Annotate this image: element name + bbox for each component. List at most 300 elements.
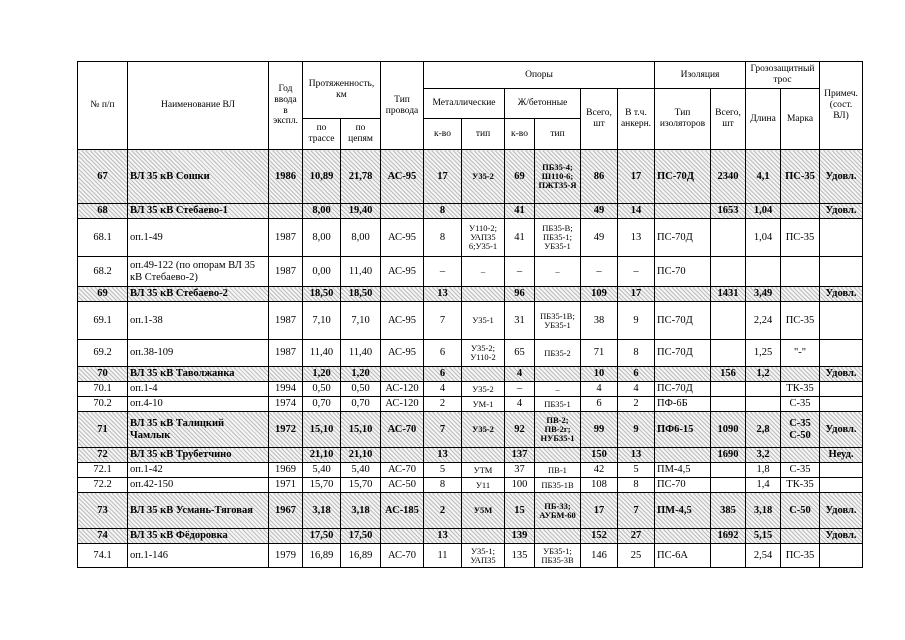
table-cell [820,340,863,367]
table-cell: 69.1 [78,302,128,340]
table-row [78,493,863,529]
table-cell [820,219,863,257]
table-cell [820,257,863,287]
table-cell: 14 [618,204,655,219]
table-cell: 4 [505,367,535,382]
table-cell: 4,1 [746,150,781,204]
header-metal: Металлические [424,89,505,119]
table-cell: 71 [581,340,618,367]
table-cell: С-35 [781,397,820,412]
table-cell [381,448,424,463]
table-cell [269,204,303,219]
table-cell: С-35 С-50 [781,412,820,448]
table-cell: 7 [424,412,462,448]
table-cell: 92 [505,412,535,448]
table-cell [655,287,711,302]
table-cell [535,287,581,302]
table-cell: 109 [581,287,618,302]
table-cell: 0,50 [341,382,381,397]
table-cell: 108 [581,478,618,493]
table-cell: 69 [78,287,128,302]
table-cell: 1653 [711,204,746,219]
table-cell: 7 [424,302,462,340]
table-cell: ПС-70 [655,478,711,493]
table-cell: 4 [581,382,618,397]
table-cell: 15,10 [341,412,381,448]
table-cell: 6 [581,397,618,412]
table-cell: Удовл. [820,287,863,302]
table-cell: 65 [505,340,535,367]
table-cell [535,448,581,463]
table-cell: У35-2 [462,412,505,448]
table-cell: 15,70 [303,478,341,493]
table-cell: У11 [462,478,505,493]
table-cell [462,529,505,544]
table-cell: 135 [505,544,535,568]
table-cell: 1692 [711,529,746,544]
table-cell: С-35 [781,463,820,478]
table-cell: ПС-35 [781,219,820,257]
table-cell: 1969 [269,463,303,478]
table-cell: 49 [581,204,618,219]
table-cell: АС-50 [381,478,424,493]
table-cell: 5 [618,463,655,478]
table-cell: ПБ35-1В; УБ35-1 [535,302,581,340]
table-cell: 71 [78,412,128,448]
table-cell: 67 [78,150,128,204]
table-cell: оп.4-10 [128,397,269,412]
table-cell: АС-70 [381,544,424,568]
table-cell: 15,10 [303,412,341,448]
table-cell: 7,10 [341,302,381,340]
table-cell: У35-2; У110-2 [462,340,505,367]
table-cell: 74 [78,529,128,544]
table-cell: оп.1-4 [128,382,269,397]
table-cell: 9 [618,412,655,448]
table-cell: 15,70 [341,478,381,493]
table-cell: АС-120 [381,382,424,397]
table-cell: 11,40 [303,340,341,367]
table-cell: 25 [618,544,655,568]
table-cell: У35-1; УАП35 [462,544,505,568]
table-cell [746,382,781,397]
table-cell: АС-95 [381,257,424,287]
table-cell: Удовл. [820,150,863,204]
table-cell: 8 [424,204,462,219]
table-cell: 5,15 [746,529,781,544]
table-cell [820,463,863,478]
table-row [78,204,863,219]
header-insulation: Изоляция [655,62,746,89]
table-cell: ПС-35 [781,150,820,204]
table-cell [820,478,863,493]
table-cell: ПС-35 [781,302,820,340]
table-cell [462,204,505,219]
table-cell: ПБ-33; АУБМ-60 [535,493,581,529]
table-cell: ПС-35 [781,544,820,568]
table-cell: 1431 [711,287,746,302]
table-cell: 99 [581,412,618,448]
table-row [78,302,863,340]
table-cell: ВЛ 35 кВ Трубетчино [128,448,269,463]
table-cell [462,287,505,302]
table-cell [711,340,746,367]
header-ground-mark: Марка [781,89,820,150]
table-cell: АС-120 [381,397,424,412]
table-cell: 17 [618,150,655,204]
table-cell: ВЛ 35 кВ Стебаево-1 [128,204,269,219]
table-cell [655,367,711,382]
table-cell [711,257,746,287]
table-cell: ВЛ 35 кВ Усмань-Тяговая [128,493,269,529]
table-cell [269,367,303,382]
table-row [78,257,863,287]
table-cell [746,257,781,287]
table-cell: 17 [581,493,618,529]
table-cell: 4 [618,382,655,397]
table-cell [462,367,505,382]
header-len-circuit: по цепям [341,119,381,150]
table-header [78,62,863,150]
table-cell: 6 [618,367,655,382]
table-cell: 5 [424,463,462,478]
table-cell: ПС-70Д [655,219,711,257]
header-ground-wire: Грозозащитный трос [746,62,820,89]
table-cell [655,448,711,463]
header-ins-type: Тип изоляторов [655,89,711,150]
table-cell: Неуд. [820,448,863,463]
table-cell: 10 [581,367,618,382]
table-row [78,367,863,382]
table-cell: оп.49-122 (по опорам ВЛ 35 кВ Стебаево-2) [128,257,269,287]
table-row [78,340,863,367]
table-cell [781,257,820,287]
table-cell: 13 [424,287,462,302]
table-cell: оп.1-146 [128,544,269,568]
table-cell [381,529,424,544]
table-cell: 2,54 [746,544,781,568]
header-ins-total: Всего, шт [711,89,746,150]
table-cell: 16,89 [341,544,381,568]
table-cell: ПФ6-15 [655,412,711,448]
table-cell: 1,4 [746,478,781,493]
table-cell: ПБ35-1 [535,397,581,412]
header-year: Год ввода в экспл. [269,62,303,150]
table-cell: 31 [505,302,535,340]
table-cell: ПС-70Д [655,150,711,204]
table-cell: 38 [581,302,618,340]
table-cell: ПМ-4,5 [655,493,711,529]
table-cell: 1987 [269,257,303,287]
header-metal-count: к-во [424,119,462,150]
header-concrete: Ж/бетонные [505,89,581,119]
table-cell: 8,00 [303,219,341,257]
table-cell: 11,40 [341,257,381,287]
table-cell: 0,70 [341,397,381,412]
table-cell: 3,2 [746,448,781,463]
table-cell: 72.2 [78,478,128,493]
table-cell: 7 [618,493,655,529]
table-cell: 17 [424,150,462,204]
table-cell: – [618,257,655,287]
table-cell: 1,20 [341,367,381,382]
table-cell: 9 [618,302,655,340]
table-cell: Удовл. [820,529,863,544]
table-cell: ПС-70 [655,257,711,287]
table-cell: 70 [78,367,128,382]
table-cell: – [535,257,581,287]
table-cell: ПБ35-В; ПБ35-1; УБ35-1 [535,219,581,257]
table-cell: Удовл. [820,412,863,448]
table-row [78,287,863,302]
table-cell: 3,18 [746,493,781,529]
table-cell [781,448,820,463]
header-concrete-count: к-во [505,119,535,150]
table-cell [820,382,863,397]
table-cell: 1,25 [746,340,781,367]
table-cell: 2 [424,493,462,529]
table-cell [462,448,505,463]
table-cell [781,529,820,544]
table-cell: 2,8 [746,412,781,448]
table-cell [711,544,746,568]
table-cell: ПС-6А [655,544,711,568]
table-cell: 1690 [711,448,746,463]
table-cell: 137 [505,448,535,463]
table-cell: 69.2 [78,340,128,367]
table-cell: 68.1 [78,219,128,257]
table-row [78,544,863,568]
table-cell: ПМ-4,5 [655,463,711,478]
header-metal-type: тип [462,119,505,150]
table-cell: 72.1 [78,463,128,478]
table-cell: – [581,257,618,287]
table-cell: 37 [505,463,535,478]
table-cell: 1974 [269,397,303,412]
table-cell: 7,10 [303,302,341,340]
table-cell: "-" [781,340,820,367]
table-cell: 19,40 [341,204,381,219]
header-len-route: по трассе [303,119,341,150]
table-cell [655,204,711,219]
table-cell: АС-95 [381,150,424,204]
table-cell: 1979 [269,544,303,568]
header-anchor: В т.ч. анкерн. [618,89,655,150]
table-cell: 5,40 [341,463,381,478]
table-cell: 15 [505,493,535,529]
header-wire: Тип провода [381,62,424,150]
table-cell: ТК-35 [781,478,820,493]
table-cell: ВЛ 35 кВ Фёдоровка [128,529,269,544]
table-cell: ПФ-6Б [655,397,711,412]
table-cell: 156 [711,367,746,382]
header-total: Всего, шт [581,89,618,150]
table-cell: Удовл. [820,204,863,219]
table-cell [711,382,746,397]
table-cell: 1090 [711,412,746,448]
table-cell: У110-2; УАП35 6;У35-1 [462,219,505,257]
table-cell: 0,00 [303,257,341,287]
table-cell: 27 [618,529,655,544]
table-cell: У35-1 [462,302,505,340]
table-cell: 13 [424,529,462,544]
table-cell: 41 [505,204,535,219]
table-cell [269,529,303,544]
table-row [78,448,863,463]
table-cell [655,529,711,544]
table-row [78,150,863,204]
table-cell: 2 [618,397,655,412]
table-cell: оп.1-42 [128,463,269,478]
table-cell: 6 [424,340,462,367]
table-cell [711,478,746,493]
table-cell: 17 [618,287,655,302]
table-cell: 1987 [269,219,303,257]
table-cell: 17,50 [341,529,381,544]
table-cell: АС-95 [381,340,424,367]
table-cell: ПС-70Д [655,302,711,340]
table-cell: АС-95 [381,219,424,257]
header-name: Наименование ВЛ [128,62,269,150]
table-cell: ВЛ 35 кВ Таволжанка [128,367,269,382]
table-cell: 1,04 [746,204,781,219]
table-cell: 13 [424,448,462,463]
table-cell: – [505,382,535,397]
table-cell: 16,89 [303,544,341,568]
table-cell: 73 [78,493,128,529]
table-cell: УМ-1 [462,397,505,412]
table-cell: У35-2 [462,150,505,204]
vl-table [77,61,863,568]
table-row [78,529,863,544]
table-cell [535,367,581,382]
table-cell: 100 [505,478,535,493]
table-cell: 69 [505,150,535,204]
table-cell: 11,40 [341,340,381,367]
header-length: Протяженность, км [303,62,381,119]
table-cell [269,287,303,302]
table-cell: 1,8 [746,463,781,478]
table-cell [711,397,746,412]
table-cell: 152 [581,529,618,544]
table-cell [381,287,424,302]
table-cell: 21,10 [341,448,381,463]
table-cell: 1,04 [746,219,781,257]
table-cell: 96 [505,287,535,302]
table-cell: 70.2 [78,397,128,412]
table-cell: 1971 [269,478,303,493]
table-cell: ПС-70Д [655,382,711,397]
table-cell: 0,70 [303,397,341,412]
table-cell: 8 [424,219,462,257]
table-row [78,397,863,412]
table-cell [711,302,746,340]
table-row [78,478,863,493]
table-cell: оп.42-150 [128,478,269,493]
table-cell: 1986 [269,150,303,204]
table-cell: Удовл. [820,367,863,382]
table-cell: 0,50 [303,382,341,397]
table-cell: 21,78 [341,150,381,204]
table-cell: оп.38-109 [128,340,269,367]
table-cell: 74.1 [78,544,128,568]
table-cell: ПВ-2; ПВ-2г; НУБ35-1 [535,412,581,448]
table-cell [820,397,863,412]
table-cell [781,367,820,382]
table-cell: 72 [78,448,128,463]
table-cell: 4 [505,397,535,412]
table-cell: 3,49 [746,287,781,302]
table-cell: 86 [581,150,618,204]
table-cell: 150 [581,448,618,463]
table-cell: 17,50 [303,529,341,544]
table-cell: ВЛ 35 кВ Сошки [128,150,269,204]
table-cell: ПБ35-4; Ш110-6; ПЖТ35-Я [535,150,581,204]
table-cell: 18,50 [341,287,381,302]
table-row [78,412,863,448]
table-cell: АС-70 [381,463,424,478]
table-cell: ТК-35 [781,382,820,397]
header-num: № п/п [78,62,128,150]
table-cell: 2340 [711,150,746,204]
table-cell: АС-95 [381,302,424,340]
table-cell: 8,00 [303,204,341,219]
table-cell: УБ35-1; ПБ35-3В [535,544,581,568]
table-cell: 8,00 [341,219,381,257]
table-cell: 8 [618,340,655,367]
table-cell [820,302,863,340]
table-cell: УТМ [462,463,505,478]
table-cell: ПБ35-1В [535,478,581,493]
table-cell: 68.2 [78,257,128,287]
table-cell: – [505,257,535,287]
table-cell: АС-185 [381,493,424,529]
table-cell: 11 [424,544,462,568]
table-cell: Удовл. [820,493,863,529]
table-cell: 2 [424,397,462,412]
table-cell [269,448,303,463]
table-cell: 1,2 [746,367,781,382]
table-row [78,463,863,478]
table-cell [535,529,581,544]
table-cell: 385 [711,493,746,529]
table-cell: 6 [424,367,462,382]
table-cell [381,367,424,382]
table-cell: ПБ35-2 [535,340,581,367]
table-cell: – [535,382,581,397]
table-cell: 42 [581,463,618,478]
table-cell: 146 [581,544,618,568]
header-ground-length: Длина [746,89,781,150]
table-cell: ПС-70Д [655,340,711,367]
table-cell: С-50 [781,493,820,529]
table-cell: 68 [78,204,128,219]
table-cell: ВЛ 35 кВ Стебаево-2 [128,287,269,302]
table-cell: 1987 [269,340,303,367]
table-cell: – [462,257,505,287]
table-cell [746,397,781,412]
table-cell: АС-70 [381,412,424,448]
table-cell: 4 [424,382,462,397]
header-concrete-type: тип [535,119,581,150]
table-cell: У35-2 [462,382,505,397]
table-cell [820,544,863,568]
table-row [78,382,863,397]
table-body [78,150,863,568]
table-cell [711,219,746,257]
header-note: Примеч. (сост. ВЛ) [820,62,863,150]
table-cell: оп.1-49 [128,219,269,257]
